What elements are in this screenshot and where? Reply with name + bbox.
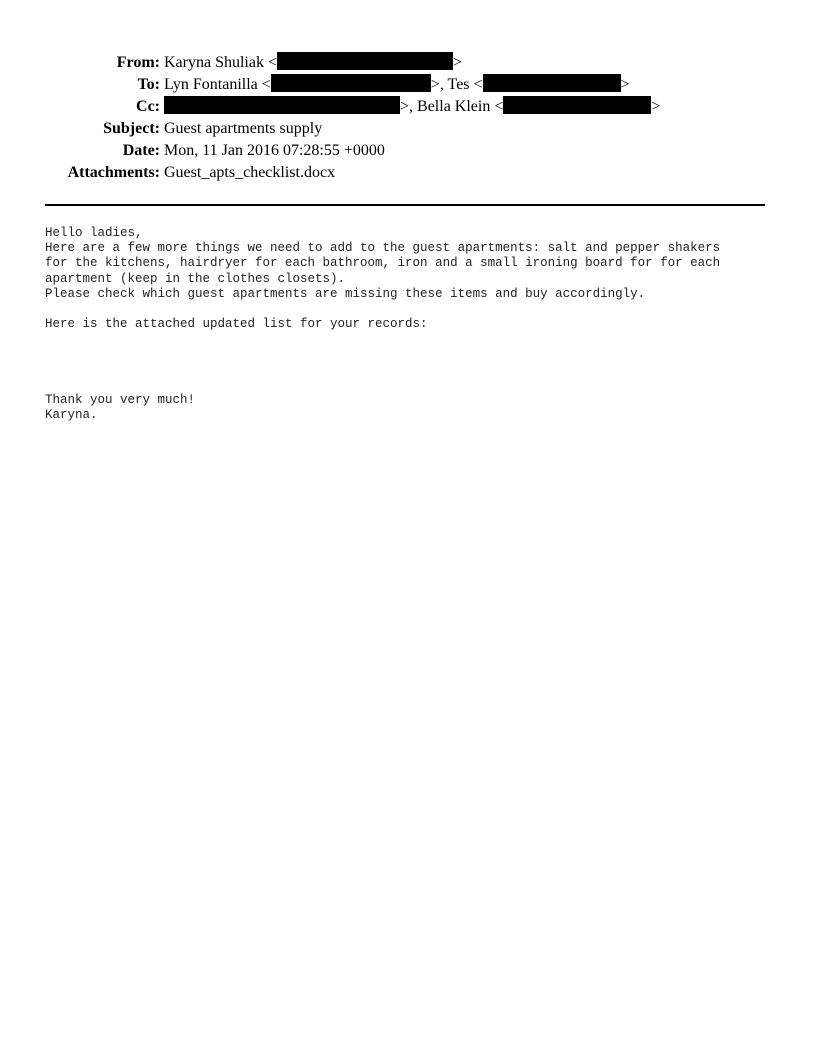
redacted-email [271,74,431,92]
redacted-email [277,52,453,70]
cc-separator: >, Bella Klein < [400,98,504,115]
body-line: Please check which guest apartments are missing these items and buy accordingly. [45,286,646,301]
from-name: Karyna Shuliak < [164,54,277,71]
cc-row [0,96,816,118]
cc-value [164,96,660,118]
from-value [164,52,462,74]
attachments-label: Attachments: [67,164,160,181]
body-line: for the kitchens, hairdryer for each bathroom, iron and a small ironing board for for each [45,256,721,271]
to-value [164,74,630,96]
redacted-email [483,74,621,92]
to-separator: >, Tes < [430,76,483,93]
date-label: Date: [122,142,160,159]
redacted-email [503,96,651,114]
body-line: Here are a few more things we need to add to the guest apartments: salt and pepper shakers [45,241,721,256]
header-divider [45,204,765,206]
date-value: Mon, 11 Jan 2016 07:28:55 +0000 [164,142,385,159]
from-row [0,52,816,74]
to-label: To: [137,76,160,93]
attachment-filename: Guest_apts_checklist.docx [164,164,336,181]
date-row [0,140,816,162]
email-body [45,226,785,424]
closing: Thank you very much! [45,393,196,408]
attachments-row [0,162,816,184]
greeting: Hello ladies, [45,226,143,240]
subject-value: Guest apartments supply [164,120,323,137]
body-line: apartment (keep in the clothes closets). [45,271,346,286]
to-close: > [620,76,630,93]
signature: Karyna. [45,408,98,423]
redacted-email [164,96,400,114]
subject-label: Subject: [103,120,160,137]
cc-close: > [651,98,661,115]
from-close: > [453,54,463,71]
cc-label: Cc: [136,98,160,115]
to-row [0,74,816,96]
subject-row [0,118,816,140]
from-label: From: [116,54,160,71]
body-line: Here is the attached updated list for your records: [45,317,428,332]
to-name-1: Lyn Fontanilla < [164,76,271,93]
email-header [0,52,816,184]
